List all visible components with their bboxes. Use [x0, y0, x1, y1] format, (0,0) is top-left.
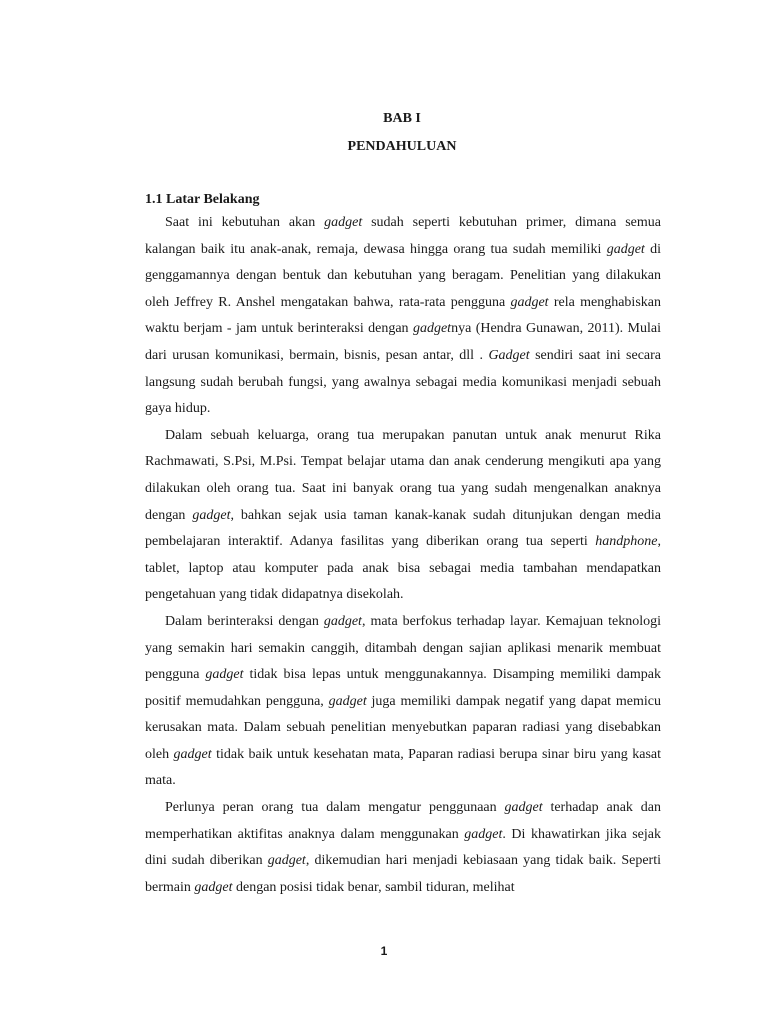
italic-term: Gadget: [488, 347, 530, 363]
text-run: juga memiliki dampak negatif yang dapat memicu kerusakan mata. Dalam sebuah penelitian menyebutkan paparan radiasi yang disebabkan oleh: [145, 693, 661, 762]
italic-term: gadget: [504, 800, 543, 816]
text-run: tidak baik untuk kesehatan mata, Paparan radiasi berupa sinar biru yang kasat mata.: [145, 746, 661, 789]
chapter-number: BAB I: [383, 111, 421, 126]
text-run: nya (Hendra Gunawan, 2011). Mulai dari urusan komunikasi, bermain, bisnis, pesan antar, dll .: [145, 321, 662, 363]
text-run: di genggamannya dengan bentuk dan kebutuhan yang beragam. Penelitian yang dilakukan oleh Jeffrey R. Anshel mengatakan bahwa, rata-rata pengguna: [145, 241, 662, 310]
italic-term: gadget: [192, 507, 231, 523]
text-run: rela menghabiskan waktu berjam - jam untuk berinteraksi dengan: [145, 294, 661, 337]
text-run: , dikemudian hari menjadi kebiasaan yang tidak baik. Seperti bermain: [145, 853, 662, 895]
paragraph: [145, 423, 661, 609]
text-run: sendiri saat ini secara langsung sudah berubah fungsi, yang awalnya sebagai media komunikasi menjadi sebuah gaya hidup.: [145, 347, 661, 417]
italic-term: gadget: [510, 294, 549, 310]
section-title: 1.1 Latar Belakang: [145, 192, 260, 207]
paragraph: [145, 210, 661, 423]
text-run: tidak bisa lepas untuk menggunakannya. Disamping memiliki dampak positif memudahkan pengguna,: [145, 667, 661, 709]
text-run: sudah seperti kebutuhan primer, dimana semua kalangan baik itu anak-anak, remaja, dewasa hingga orang tua sudah memiliki: [145, 215, 661, 257]
body-text: [145, 210, 661, 901]
paragraph: [145, 795, 661, 901]
italic-term: gadget: [323, 613, 362, 629]
text-run: , mata berfokus terhadap layar. Kemajuan teknologi yang semakin hari semakin canggih, ditambah dengan sajian aplikasi menarik membuat pengguna: [145, 613, 661, 683]
italic-term: gadget: [267, 853, 306, 869]
page-number: 1: [380, 944, 388, 958]
text-run: Dalam berinteraksi dengan: [165, 613, 324, 629]
italic-term: gadget: [464, 826, 503, 842]
text-run: terhadap anak dan memperhatikan aktifitas anaknya dalam menggunakan: [145, 800, 661, 842]
chapter-title: PENDAHULUAN: [347, 139, 457, 154]
text-run: Dalam sebuah keluarga, orang tua merupakan panutan untuk anak menurut Rika Rachmawati, S.Psi, M.Psi. Tempat belajar utama dan anak cenderung mengikuti apa yang dilakukan oleh orang tua. Saat ini banyak orang tua yang sudah mengenalkan anaknya dengan: [145, 427, 661, 523]
italic-term: gadget: [205, 667, 244, 683]
italic-term: gadget: [173, 746, 212, 762]
paragraph: [145, 609, 661, 795]
italic-term: gadget: [412, 321, 452, 337]
italic-term: gadget: [328, 693, 367, 709]
text-run: Perlunya peran orang tua dalam mengatur penggunaan: [165, 800, 505, 816]
text-run: Saat ini kebutuhan akan: [165, 215, 325, 230]
italic-term: gadget: [194, 879, 233, 895]
text-run: . Di khawatirkan jika sejak dini sudah diberikan: [145, 826, 661, 869]
italic-term: handphone: [595, 534, 658, 550]
italic-term: gadget: [606, 241, 645, 257]
italic-term: gadget: [324, 215, 363, 230]
text-run: , bahkan sejak usia taman kanak-kanak sudah ditunjukan dengan media pembelajaran interaktif. Adanya fasilitas yang diberikan orang tua seperti: [145, 507, 661, 550]
text-run: , tablet, laptop atau komputer pada anak bisa sebagai media tambahan mendapatkan pengetahuan yang tidak didapatnya disekolah.: [145, 534, 661, 603]
text-run: dengan posisi tidak benar, sambil tiduran, melihat: [232, 879, 515, 895]
